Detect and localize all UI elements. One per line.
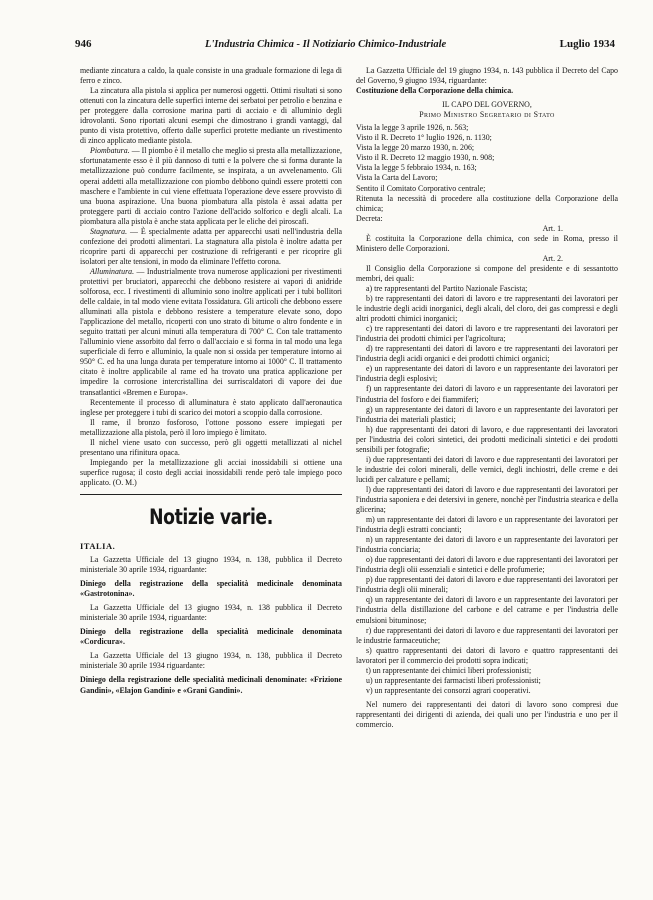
preamble-item: Visto il R. Decreto 1° luglio 1926, n. 1130; [356, 133, 492, 143]
preamble-ritenuta: Ritenuta la necessità di procedere alla costituzione della Corporazione della chimica; [356, 193, 618, 213]
gazette-intro: La Gazzetta Ufficiale del 19 giugno 1934, n. 143 pubblica il Decreto del Capo del Governo, 9 giugno 1934, riguardante: [356, 66, 618, 86]
paragraph: La zincatura alla pistola si applica per numerosi oggetti. Ottimi risultati si sono ottenuti con la zincatura delle superfici interne dei serbatoi per petrolio e benzina e per proteggere dalla corrosione marina parti di acciaio e di alluminio degli idrovolanti. Sono riportati alcuni esempi che dimostrano i grandi vantaggi, dal punto di vista protettivo, offerto dalle superfici protette mediante un rivestimento di zinco applicato mediante pistola. [80, 86, 342, 146]
list-item: l) due rappresentanti dei datori di lavoro e due rappresentanti dei lavoratori per l'industria saponiera e dei detersivi in genere, nonchè per l'industria stearica e della glicerina; [356, 484, 618, 515]
list-item: c) tre rappresentanti dei datori di lavoro e tre rappresentanti dei lavoratori per l'industria dei prodotti chimici per l'agricoltura; [356, 324, 618, 344]
preamble-item: Visto il R. Decreto 12 maggio 1930, n. 908; [356, 153, 495, 163]
paragraph-stagnatura [80, 227, 342, 267]
list-item: u) un rappresentante dei farmacisti liberi professionisti; [366, 675, 541, 685]
list-item: q) un rappresentante dei datori di lavoro e un rappresentante dei lavoratori per l'industria della distillazione del carbone e del catrame e per l'industria delle emulsioni bituminose; [356, 595, 618, 625]
paragraph: Impiegando per la metallizzazione gli acciai inossidabili si ottiene una superfice rugosa; il costo degli acciai inossidabili rende però tale impiego poco applicato. (O. M.) [80, 457, 342, 487]
list-item: p) due rappresentanti dei datori di lavoro e due rappresentanti dei lavoratori per l'industria degli olii minerali; [356, 575, 618, 595]
list-item: d) tre rappresentanti dei datori di lavoro e tre rappresentanti dei lavoratori per l'industria degli acidi organici e dei prodotti chimici organici; [356, 344, 618, 364]
preamble-item: Vista la legge 20 marzo 1930, n. 206; [356, 143, 475, 153]
list-item: s) quattro rappresentanti dei datori di lavoro e quattro rappresentanti dei lavoratori per il commercio dei prodotti sopra indicati; [356, 645, 618, 665]
right-column [356, 66, 618, 730]
section-title: Notizie varie. [149, 504, 273, 529]
list-item: h) due rappresentanti dei datori di lavoro, e due rappresentanti dei lavoratori per l'industria dei colori sintetici, dei prodotti medicinali sintetici e dei prodotti sensibili per fotografie; [356, 424, 618, 454]
paragraph-text: — Il piombo è il metallo che meglio si presta alla metallizzazione, sfortunatamente esso è il più dannoso di tutti e la polvere che si forma durante la metallizzazione può condurre facilmente, se inspirata, a un avvelenamento. Gli operai addetti alla metallizzazione con piombo debbono quindi essere protetti con maschere e l'ambiente in cui viene effettuata l'operazione deve essere provvisto di una buona aspirazione. Una buona piombatura alla pistola è assai adatta per proteggere parti di acciaio contro l'azione dell'acido solforico e degli alcali. La piombatura alla pistola è anche stata applicata per le eliche dei piroscafi. [80, 146, 342, 226]
article-label: Art. 2. [542, 253, 563, 263]
paragraph-alluminatura [80, 267, 342, 398]
paragraph: Recentemente il processo di alluminatura è stato applicato dall'aeronautica inglese per proteggere i tubi di scarico dei motori a scoppio dalla corrosione. [80, 397, 342, 417]
paragraph: Il nichel viene usato con successo, però gli oggetti metallizzati al nichel presentano una rifinitura opaca. [80, 437, 342, 457]
list-item: a) tre rappresentanti del Partito Nazionale Fascista; [366, 283, 528, 293]
gazette-title: Diniego della registrazione della specialità medicinale denominata «Cordicura». [80, 627, 342, 647]
running-header [75, 38, 615, 50]
closing-paragraph: Nel numero dei rappresentanti dei datori di lavoro sono compresi due rappresentanti dei dirigenti di azienda, dei quali uno per l'industria e uno per il commercio. [356, 699, 618, 729]
paragraph-text: — Industrialmente trova numerose applicazioni per rivestimenti protettivi per bruciatori, apparecchi che debbono resistere ai vapori di anidride solforosa, ecc. I rivestimenti di alluminio sono inoltre applicati per i tubi bollitori delle caldaie, in tal modo viene evitata l'ossidatura. Gli articoli che debbono essere alluminati alla pistola e debbono resistere a temperature elevate sono, dopo l'applicazione del metallo, ricoperti con uno strato di bitume o altro fondente e in seguito trattati per alcuni minuti alla temperatura di 700° C. Con tale trattamento l'alluminio viene assorbito dal ferro o dall'acciaio e si forma in tal modo una lega superficiale di ferro e alluminio, la quale non si ossida per temperature intorno ai 950° C. ed ha una lunga durata per temperature intorno ai 1000° C. Il trattamento citato è inoltre applicabile al rame ed ha trovato una pratica applicazione per impedire la corrosione intercristallina dei surriscaldatori di vapore dei due transatlantici «Bremen e Europa». [80, 266, 342, 397]
paragraph-text: — È specialmente adatta per apparecchi usati nell'industria della confezione dei prodotti alimentari. La stagnatura alla pistola è inoltre adatta per ricoprire parti di apparecchi per costruzione di refrigeranti e per ricoprire gli isolatori per alte tensioni, in modo da eliminare l'effetto corona. [80, 226, 342, 266]
page-number: 946 [75, 38, 92, 50]
running-title: L'Industria Chimica - Il Notiziario Chimico-Industriale [204, 39, 447, 50]
term-alluminatura: Alluminatura. [90, 266, 135, 276]
members-list [356, 284, 618, 696]
gazette-title: Diniego della registrazione delle specialità medicinali denominate: «Frizione Gandini», «Elajon Gandini» e «Grani Gandini». [80, 675, 342, 695]
paragraph: mediante zincatura a caldo, la quale consiste in una graduale formazione di lega di ferro e zinco. [80, 66, 342, 86]
section-divider [80, 494, 342, 495]
decree-authority: IL CAPO DEL GOVERNO, [442, 100, 532, 110]
list-item: i) due rappresentanti dei datori di lavoro e due rappresentanti dei lavoratori per le industrie dei colori minerali, delle vernici, degli inchiostri, delle creme e dei lucidi per calzature e pellami; [356, 454, 618, 484]
issue-date: Luglio 1934 [559, 38, 615, 50]
list-item: v) un rappresentante dei consorzi agrari cooperativi. [366, 685, 531, 695]
paragraph: Il rame, il bronzo fosforoso, l'ottone possono essere impiegati per metallizzazione alla pistola, però il loro impiego è limitato. [80, 417, 342, 437]
country-heading: ITALIA. [80, 540, 116, 551]
list-item: m) un rappresentante dei datori di lavoro e un rappresentante dei lavoratori per l'industria degli estratti concianti; [356, 515, 618, 535]
preamble-list [356, 123, 618, 193]
list-item: r) due rappresentanti dei datori di lavoro e due rappresentanti dei lavoratori per le industrie farmaceutiche; [356, 625, 618, 645]
list-item: t) un rappresentante dei chimici liberi professionisti; [366, 665, 532, 675]
decreta: Decreta: [356, 213, 383, 223]
list-item: f) un rappresentante dei datori di lavoro e un rappresentante dei lavoratori per l'industria del fosforo e dei fiammiferi; [356, 384, 618, 404]
list-item: e) un rappresentante dei datori di lavoro e un rappresentante dei lavoratori per l'industria degli esplosivi; [356, 364, 618, 384]
list-item: b) tre rappresentanti dei datori di lavoro e tre rappresentanti dei lavoratori per le industrie degli acidi inorganici, degli alcali, del cloro, dei gas compressi e degli altri prodotti chimici inorganici; [356, 294, 618, 324]
gazette-intro: La Gazzetta Ufficiale del 13 giugno 1934, n. 138, pubblica il Decreto ministeriale 30 aprile 1934 riguardante: [80, 651, 342, 671]
preamble-item: Sentito il Comitato Corporativo centrale; [356, 183, 486, 193]
preamble-item: Vista la Carta del Lavoro; [356, 173, 438, 183]
list-item: o) due rappresentanti dei datori di lavoro e due rappresentanti dei lavoratori per l'industria degli olii essenziali e sintetici e delle profumerie; [356, 555, 618, 575]
gazette-intro: La Gazzetta Ufficiale del 13 giugno 1934, n. 138 pubblica il Decreto ministeriale 30 aprile 1934, riguardante: [80, 603, 342, 623]
gazette-title: Diniego della registrazione della specialità medicinale denominata «Gastrotonina». [80, 579, 342, 599]
decree-title: Costituzione della Corporazione della chimica. [356, 86, 514, 96]
list-item: g) un rappresentante dei datori di lavoro e un rappresentante dei lavoratori per l'industria dei materiali plastici; [356, 404, 618, 424]
term-piombatura: Piombatura. [90, 146, 130, 156]
left-column [80, 66, 342, 696]
article-text: È costituita la Corporazione della chimica, con sede in Roma, presso il Ministero delle Corporazioni. [356, 233, 618, 253]
preamble-item: Vista la legge 3 aprile 1926, n. 563; [356, 123, 469, 133]
decree-authority-subtitle: Primo Ministro Segretario di Stato [419, 110, 555, 120]
article-label: Art. 1. [542, 223, 563, 233]
paragraph-piombatura [80, 146, 342, 226]
preamble-item: Vista la legge 5 febbraio 1934, n. 163; [356, 163, 477, 173]
list-item: n) un rappresentante dei datori di lavoro e un rappresentante dei lavoratori per l'industria conciaria; [356, 535, 618, 555]
article-text: Il Consiglio della Corporazione si compone del presidente e di sessantotto membri, dei quali: [356, 263, 618, 283]
gazette-intro: La Gazzetta Ufficiale del 13 giugno 1934, n. 138, pubblica il Decreto ministeriale 30 aprile 1934, riguardante: [80, 555, 342, 575]
term-stagnatura: Stagnatura. [90, 226, 128, 236]
